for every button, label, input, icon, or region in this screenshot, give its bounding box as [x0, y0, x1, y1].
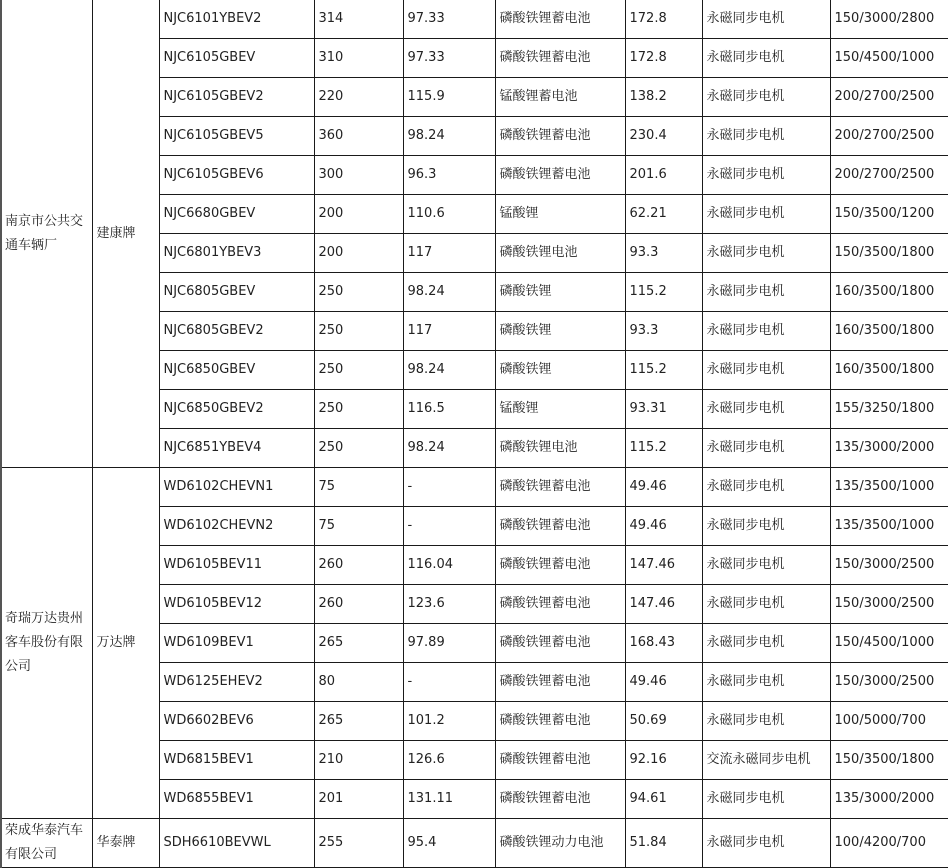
value-cell-4: 360 — [314, 117, 403, 156]
value-cell-5: 97.89 — [403, 624, 495, 663]
table-body — [1, 0, 948, 868]
motor-type-cell: 永磁同步电机 — [702, 312, 830, 351]
motor-spec-cell: 150/3000/2800 — [830, 0, 948, 39]
battery-type-cell: 磷酸铁锂蓄电池 — [495, 585, 625, 624]
value-cell-7: 138.2 — [625, 78, 702, 117]
model-cell: SDH6610BEVWL — [159, 819, 314, 868]
motor-spec-cell: 135/3500/1000 — [830, 468, 948, 507]
company-cell: 南京市公共交通车辆厂 — [1, 0, 92, 468]
value-cell-7: 115.2 — [625, 429, 702, 468]
value-cell-7: 147.46 — [625, 546, 702, 585]
company-cell: 奇瑞万达贵州客车股份有限公司 — [1, 468, 92, 819]
battery-type-cell: 磷酸铁锂蓄电池 — [495, 741, 625, 780]
model-cell: NJC6105GBEV2 — [159, 78, 314, 117]
motor-type-cell: 永磁同步电机 — [702, 624, 830, 663]
model-cell: NJC6105GBEV6 — [159, 156, 314, 195]
brand-cell: 华泰牌 — [92, 819, 159, 868]
model-cell: NJC6805GBEV2 — [159, 312, 314, 351]
motor-type-cell: 永磁同步电机 — [702, 390, 830, 429]
value-cell-7: 62.21 — [625, 195, 702, 234]
battery-type-cell: 磷酸铁锂 — [495, 351, 625, 390]
model-cell: WD6102CHEVN2 — [159, 507, 314, 546]
value-cell-7: 49.46 — [625, 663, 702, 702]
battery-type-cell: 磷酸铁锂蓄电池 — [495, 156, 625, 195]
value-cell-5: 126.6 — [403, 741, 495, 780]
table-row — [1, 468, 948, 507]
model-cell: WD6125EHEV2 — [159, 663, 314, 702]
value-cell-5: 97.33 — [403, 0, 495, 39]
value-cell-4: 265 — [314, 624, 403, 663]
value-cell-7: 49.46 — [625, 468, 702, 507]
battery-type-cell: 磷酸铁锂电池 — [495, 429, 625, 468]
value-cell-7: 93.31 — [625, 390, 702, 429]
value-cell-5: 98.24 — [403, 351, 495, 390]
battery-type-cell: 磷酸铁锂 — [495, 273, 625, 312]
motor-spec-cell: 150/3500/1800 — [830, 234, 948, 273]
value-cell-7: 172.8 — [625, 0, 702, 39]
motor-spec-cell: 150/4500/1000 — [830, 624, 948, 663]
model-cell: NJC6851YBEV4 — [159, 429, 314, 468]
value-cell-7: 230.4 — [625, 117, 702, 156]
value-cell-5: 96.3 — [403, 156, 495, 195]
motor-type-cell: 永磁同步电机 — [702, 117, 830, 156]
battery-type-cell: 磷酸铁锂蓄电池 — [495, 702, 625, 741]
model-cell: WD6109BEV1 — [159, 624, 314, 663]
value-cell-4: 250 — [314, 312, 403, 351]
battery-type-cell: 磷酸铁锂蓄电池 — [495, 780, 625, 819]
model-cell: NJC6105GBEV — [159, 39, 314, 78]
value-cell-4: 250 — [314, 273, 403, 312]
motor-type-cell: 永磁同步电机 — [702, 819, 830, 868]
value-cell-5: 116.5 — [403, 390, 495, 429]
value-cell-4: 260 — [314, 546, 403, 585]
motor-spec-cell: 155/3250/1800 — [830, 390, 948, 429]
motor-type-cell: 永磁同步电机 — [702, 546, 830, 585]
value-cell-7: 115.2 — [625, 273, 702, 312]
value-cell-7: 93.3 — [625, 312, 702, 351]
motor-type-cell: 永磁同步电机 — [702, 468, 830, 507]
motor-type-cell: 永磁同步电机 — [702, 351, 830, 390]
motor-type-cell: 永磁同步电机 — [702, 273, 830, 312]
motor-type-cell: 永磁同步电机 — [702, 663, 830, 702]
value-cell-5: 123.6 — [403, 585, 495, 624]
value-cell-4: 255 — [314, 819, 403, 868]
value-cell-7: 168.43 — [625, 624, 702, 663]
motor-spec-cell: 160/3500/1800 — [830, 273, 948, 312]
value-cell-7: 50.69 — [625, 702, 702, 741]
battery-type-cell: 磷酸铁锂蓄电池 — [495, 663, 625, 702]
motor-type-cell: 永磁同步电机 — [702, 78, 830, 117]
value-cell-7: 172.8 — [625, 39, 702, 78]
model-cell: NJC6850GBEV — [159, 351, 314, 390]
value-cell-5: 98.24 — [403, 429, 495, 468]
battery-type-cell: 锰酸锂蓄电池 — [495, 78, 625, 117]
battery-type-cell: 磷酸铁锂 — [495, 312, 625, 351]
value-cell-5: 98.24 — [403, 117, 495, 156]
battery-type-cell: 磷酸铁锂电池 — [495, 234, 625, 273]
value-cell-5: - — [403, 468, 495, 507]
battery-type-cell: 磷酸铁锂动力电池 — [495, 819, 625, 868]
model-cell: NJC6805GBEV — [159, 273, 314, 312]
motor-spec-cell: 135/3500/1000 — [830, 507, 948, 546]
value-cell-4: 310 — [314, 39, 403, 78]
value-cell-4: 314 — [314, 0, 403, 39]
value-cell-4: 220 — [314, 78, 403, 117]
value-cell-7: 92.16 — [625, 741, 702, 780]
value-cell-5: 97.33 — [403, 39, 495, 78]
value-cell-4: 210 — [314, 741, 403, 780]
value-cell-7: 115.2 — [625, 351, 702, 390]
motor-spec-cell: 150/4500/1000 — [830, 39, 948, 78]
battery-type-cell: 磷酸铁锂蓄电池 — [495, 39, 625, 78]
motor-type-cell: 永磁同步电机 — [702, 195, 830, 234]
battery-type-cell: 磷酸铁锂蓄电池 — [495, 507, 625, 546]
value-cell-7: 49.46 — [625, 507, 702, 546]
model-cell: NJC6101YBEV2 — [159, 0, 314, 39]
motor-spec-cell: 160/3500/1800 — [830, 312, 948, 351]
value-cell-7: 94.61 — [625, 780, 702, 819]
motor-type-cell: 永磁同步电机 — [702, 234, 830, 273]
value-cell-4: 260 — [314, 585, 403, 624]
value-cell-4: 300 — [314, 156, 403, 195]
value-cell-5: 101.2 — [403, 702, 495, 741]
motor-spec-cell: 150/3000/2500 — [830, 663, 948, 702]
motor-spec-cell: 150/3000/2500 — [830, 585, 948, 624]
model-cell: WD6105BEV11 — [159, 546, 314, 585]
value-cell-5: - — [403, 507, 495, 546]
value-cell-7: 201.6 — [625, 156, 702, 195]
battery-type-cell: 磷酸铁锂蓄电池 — [495, 117, 625, 156]
motor-type-cell: 永磁同步电机 — [702, 156, 830, 195]
motor-type-cell: 交流永磁同步电机 — [702, 741, 830, 780]
value-cell-5: 95.4 — [403, 819, 495, 868]
table-row — [1, 0, 948, 39]
motor-type-cell: 永磁同步电机 — [702, 429, 830, 468]
brand-cell: 万达牌 — [92, 468, 159, 819]
motor-spec-cell: 200/2700/2500 — [830, 156, 948, 195]
battery-type-cell: 锰酸锂 — [495, 390, 625, 429]
value-cell-5: - — [403, 663, 495, 702]
model-cell: NJC6680GBEV — [159, 195, 314, 234]
value-cell-4: 200 — [314, 234, 403, 273]
value-cell-5: 116.04 — [403, 546, 495, 585]
value-cell-7: 147.46 — [625, 585, 702, 624]
table-row — [1, 819, 948, 868]
value-cell-5: 131.11 — [403, 780, 495, 819]
motor-spec-cell: 200/2700/2500 — [830, 78, 948, 117]
motor-spec-cell: 150/3500/1200 — [830, 195, 948, 234]
motor-type-cell: 永磁同步电机 — [702, 780, 830, 819]
battery-type-cell: 磷酸铁锂蓄电池 — [495, 0, 625, 39]
model-cell: WD6855BEV1 — [159, 780, 314, 819]
model-cell: NJC6850GBEV2 — [159, 390, 314, 429]
battery-type-cell: 磷酸铁锂蓄电池 — [495, 624, 625, 663]
motor-spec-cell: 135/3000/2000 — [830, 429, 948, 468]
value-cell-4: 250 — [314, 390, 403, 429]
motor-type-cell: 永磁同步电机 — [702, 507, 830, 546]
motor-spec-cell: 150/3000/2500 — [830, 546, 948, 585]
motor-spec-cell: 150/3500/1800 — [830, 741, 948, 780]
value-cell-5: 117 — [403, 312, 495, 351]
battery-type-cell: 锰酸锂 — [495, 195, 625, 234]
model-cell: WD6105BEV12 — [159, 585, 314, 624]
motor-type-cell: 永磁同步电机 — [702, 0, 830, 39]
motor-spec-cell: 100/4200/700 — [830, 819, 948, 868]
model-cell: WD6602BEV6 — [159, 702, 314, 741]
value-cell-4: 200 — [314, 195, 403, 234]
value-cell-5: 98.24 — [403, 273, 495, 312]
motor-spec-cell: 100/5000/700 — [830, 702, 948, 741]
model-cell: NJC6801YBEV3 — [159, 234, 314, 273]
motor-spec-cell: 160/3500/1800 — [830, 351, 948, 390]
value-cell-4: 250 — [314, 429, 403, 468]
motor-spec-cell: 200/2700/2500 — [830, 117, 948, 156]
value-cell-5: 110.6 — [403, 195, 495, 234]
brand-cell: 建康牌 — [92, 0, 159, 468]
value-cell-7: 51.84 — [625, 819, 702, 868]
value-cell-4: 265 — [314, 702, 403, 741]
motor-type-cell: 永磁同步电机 — [702, 39, 830, 78]
value-cell-4: 75 — [314, 468, 403, 507]
motor-type-cell: 永磁同步电机 — [702, 702, 830, 741]
value-cell-7: 93.3 — [625, 234, 702, 273]
value-cell-4: 75 — [314, 507, 403, 546]
value-cell-5: 115.9 — [403, 78, 495, 117]
model-cell: NJC6105GBEV5 — [159, 117, 314, 156]
model-cell: WD6815BEV1 — [159, 741, 314, 780]
value-cell-4: 250 — [314, 351, 403, 390]
value-cell-4: 80 — [314, 663, 403, 702]
battery-type-cell: 磷酸铁锂蓄电池 — [495, 546, 625, 585]
value-cell-5: 117 — [403, 234, 495, 273]
motor-type-cell: 永磁同步电机 — [702, 585, 830, 624]
motor-spec-cell: 135/3000/2000 — [830, 780, 948, 819]
value-cell-4: 201 — [314, 780, 403, 819]
company-cell: 荣成华泰汽车有限公司 — [1, 819, 92, 868]
model-cell: WD6102CHEVN1 — [159, 468, 314, 507]
battery-type-cell: 磷酸铁锂蓄电池 — [495, 468, 625, 507]
